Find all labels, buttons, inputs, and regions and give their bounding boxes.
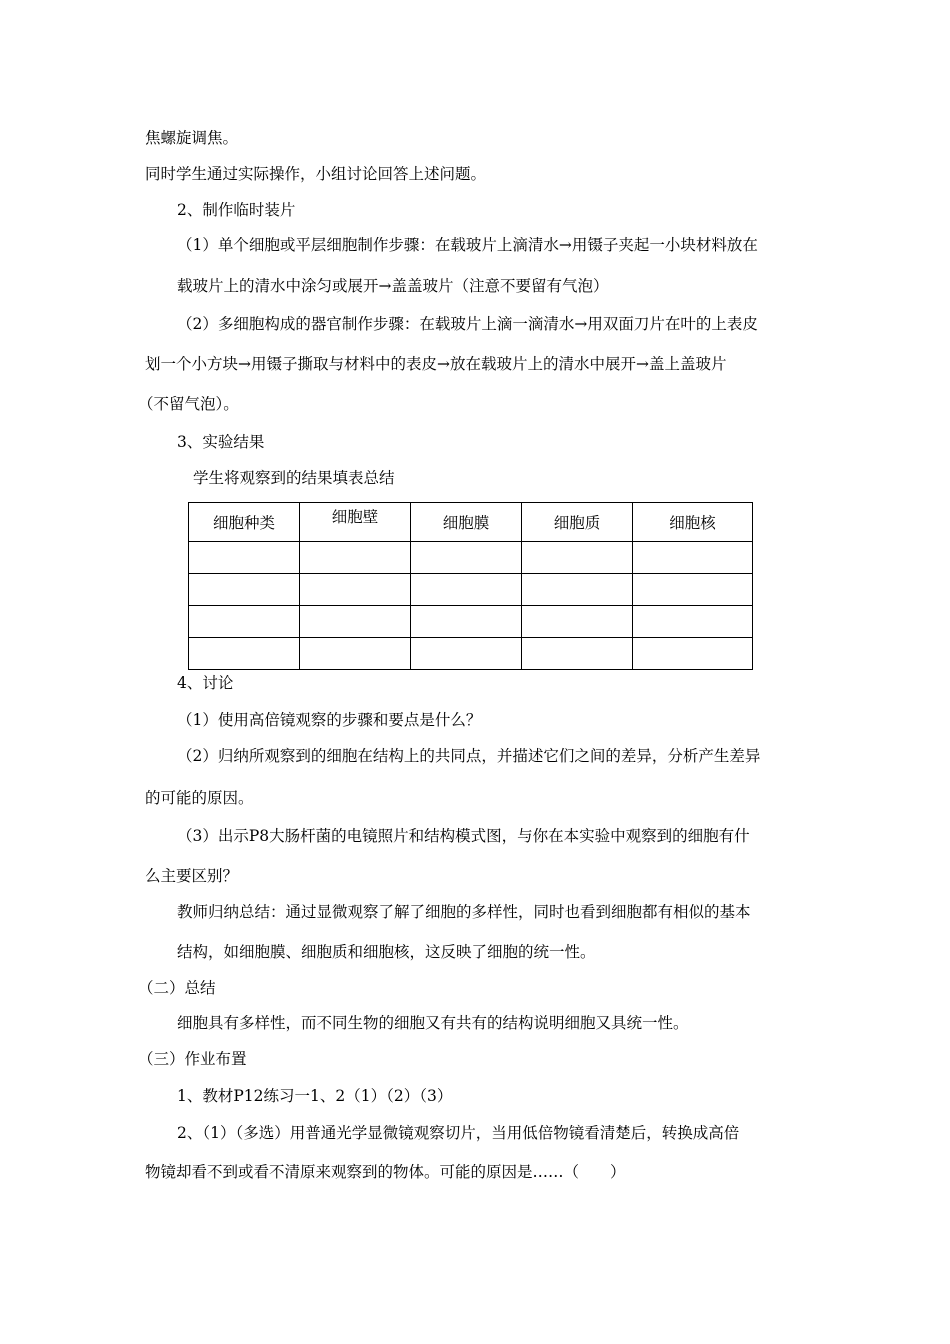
text-line: （3）出示P8大肠杆菌的电镜照片和结构模式图，与你在本实验中观察到的细胞有什 (177, 827, 750, 845)
table-cell (300, 542, 411, 574)
table-header-cell: 细胞壁 (300, 503, 411, 542)
text-line: 1、教材P12练习一1、2（1）（2）（3） (177, 1087, 453, 1105)
section-heading: （二）总结 (138, 979, 216, 997)
section-heading: （三）作业布置 (138, 1050, 247, 1068)
table-cell (633, 574, 753, 606)
table-header-cell: 细胞膜 (411, 503, 522, 542)
table-header-cell: 细胞质 (522, 503, 633, 542)
table-header-cell: 细胞核 (633, 503, 753, 542)
text-line: 2、（1）（多选）用普通光学显微镜观察切片，当用低倍物镜看清楚后，转换成高倍 (177, 1124, 740, 1142)
table-cell (633, 638, 753, 670)
table-cell (411, 606, 522, 638)
table-row (189, 638, 753, 670)
text-line: 焦螺旋调焦。 (145, 129, 239, 147)
table-cell (189, 574, 300, 606)
table-cell (300, 574, 411, 606)
table-cell (411, 542, 522, 574)
table-header-row (189, 503, 753, 542)
table-cell (633, 606, 753, 638)
text-line: 物镜却看不到或看不清原来观察到的物体。可能的原因是……（ ） (145, 1163, 626, 1181)
table-cell (522, 606, 633, 638)
table-cell (522, 542, 633, 574)
table-cell (300, 606, 411, 638)
section-heading: 2、制作临时装片 (177, 201, 296, 219)
results-table (188, 502, 753, 670)
text-line: 细胞具有多样性，而不同生物的细胞又有共有的结构说明细胞又具统一性。 (177, 1014, 689, 1032)
section-heading: 3、实验结果 (177, 433, 265, 451)
table-cell (189, 638, 300, 670)
text-line: （2）多细胞构成的器官制作步骤：在载玻片上滴一滴清水→用双面刀片在叶的上表皮 (177, 315, 758, 333)
text-line: （1）单个细胞或平层细胞制作步骤：在载玻片上滴清水→用镊子夹起一小块材料放在 (177, 236, 758, 254)
text-line: （2）归纳所观察到的细胞在结构上的共同点，并描述它们之间的差异，分析产生差异 (177, 747, 761, 765)
table-cell (189, 542, 300, 574)
table-cell (411, 638, 522, 670)
text-line: 教师归纳总结：通过显微观察了解了细胞的多样性，同时也看到细胞都有相似的基本 (177, 903, 751, 921)
text-line: 的可能的原因。 (145, 789, 254, 807)
text-line: 结构，如细胞膜、细胞质和细胞核，这反映了细胞的统一性。 (177, 943, 596, 961)
table-caption: 学生将观察到的结果填表总结 (193, 469, 395, 487)
table-cell (522, 638, 633, 670)
text-line: 载玻片上的清水中涂匀或展开→盖盖玻片（注意不要留有气泡） (177, 277, 609, 295)
text-line: 划一个小方块→用镊子撕取与材料中的表皮→放在载玻片上的清水中展开→盖上盖玻片 (145, 355, 727, 373)
section-heading: 4、讨论 (177, 674, 234, 692)
text-line: （1）使用高倍镜观察的步骤和要点是什么？ (177, 711, 482, 729)
table-cell (633, 542, 753, 574)
table-cell (300, 638, 411, 670)
table-cell (411, 574, 522, 606)
text-line: 么主要区别？ (145, 867, 239, 885)
text-line: （不留气泡）。 (138, 395, 239, 413)
table-row (189, 606, 753, 638)
table-cell (522, 574, 633, 606)
table-header-cell: 细胞种类 (189, 503, 300, 542)
table-cell (189, 606, 300, 638)
table-row (189, 574, 753, 606)
table-row (189, 542, 753, 574)
text-line: 同时学生通过实际操作，小组讨论回答上述问题。 (145, 165, 487, 183)
